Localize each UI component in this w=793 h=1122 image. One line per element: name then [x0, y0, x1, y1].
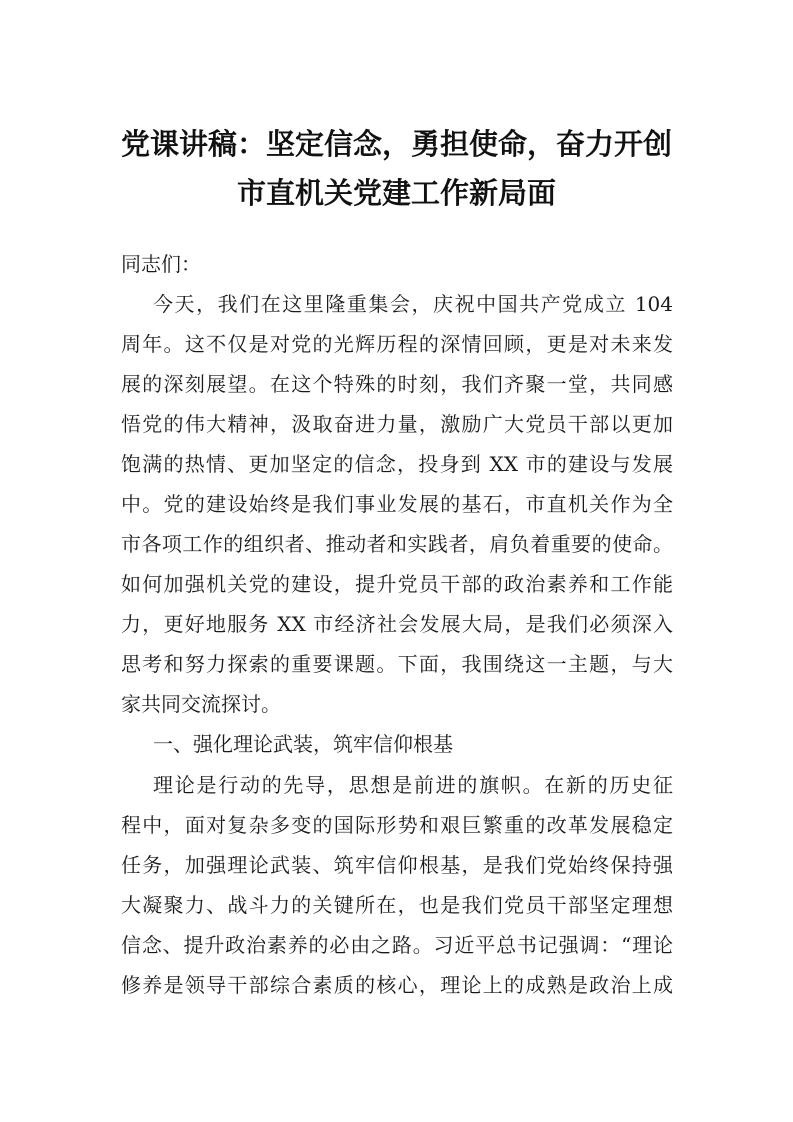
paragraph-line: 力，更好地服务 XX 市经济社会发展大局，是我们必须深入 [121, 612, 673, 636]
paragraph-line: 悟党的伟大精神，汲取奋进力量，激励广大党员干部以更加 [121, 412, 673, 436]
document-title-line-1: 党课讲稿：坚定信念，勇担使命，奋力开创 [120, 127, 672, 161]
paragraph-line: 中。党的建设始终是我们事业发展的基石，市直机关作为全 [121, 492, 673, 516]
section-heading: 一、强化理论武装，筑牢信仰根基 [153, 732, 453, 756]
paragraph-line: 修养是领导干部综合素质的核心，理论上的成熟是政治上成 [121, 973, 673, 997]
paragraph-line: 程中，面对复杂多变的国际形势和艰巨繁重的改革发展稳定 [121, 813, 673, 837]
paragraph-line: 任务，加强理论武装、筑牢信仰根基，是我们党始终保持强 [121, 853, 673, 877]
paragraph-line: 市各项工作的组织者、推动者和实践者，肩负着重要的使命。 [121, 532, 673, 556]
paragraph-line: 如何加强机关党的建设，提升党员干部的政治素养和工作能 [121, 572, 673, 596]
paragraph-line: 饱满的热情、更加坚定的信念，投身到 XX 市的建设与发展 [121, 452, 673, 476]
paragraph-line: 大凝聚力、战斗力的关键所在，也是我们党员干部坚定理想 [121, 893, 673, 917]
paragraph-line: 周年。这不仅是对党的光辉历程的深情回顾，更是对未来发 [121, 332, 673, 356]
paragraph-line: 展的深刻展望。在这个特殊的时刻，我们齐聚一堂，共同感 [121, 372, 673, 396]
salutation: 同志们： [121, 252, 201, 276]
paragraph-line: 理论是行动的先导，思想是前进的旗帜。在新的历史征 [153, 773, 673, 797]
paragraph-line: 思考和努力探索的重要课题。下面，我围绕这一主题，与大 [121, 652, 673, 676]
paragraph-line: 今天，我们在这里隆重集会，庆祝中国共产党成立 104 [153, 292, 673, 316]
paragraph-line: 信念、提升政治素养的必由之路。习近平总书记强调：“理论 [121, 933, 673, 957]
paragraph-line: 家共同交流探讨。 [121, 692, 281, 716]
document-title-line-2: 市直机关党建工作新局面 [236, 176, 556, 210]
